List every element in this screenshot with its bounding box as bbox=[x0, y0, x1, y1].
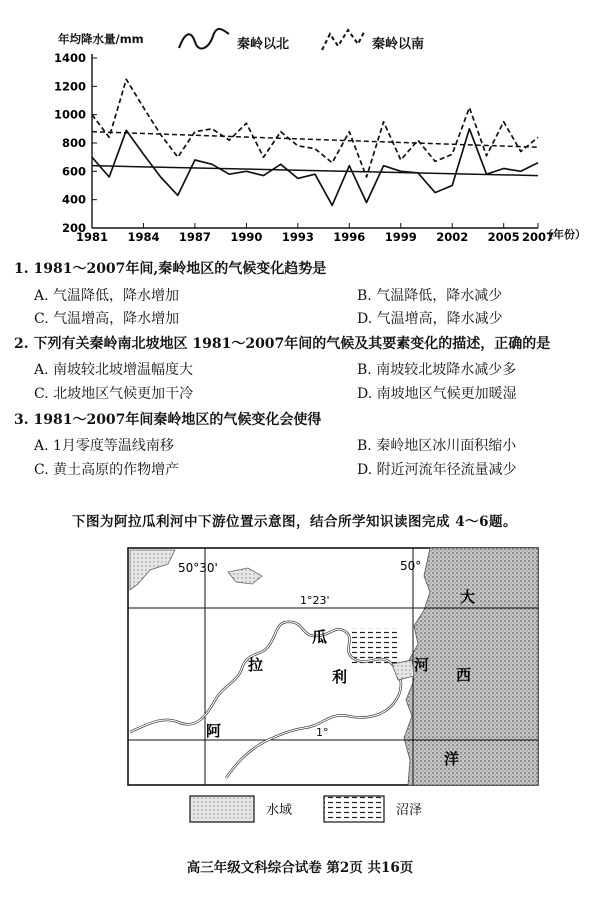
lat-label-bottom: 1° bbox=[316, 726, 329, 739]
question-3-stem: 3. 1981～2007年间秦岭地区的气候变化会使得 bbox=[14, 412, 322, 428]
page-footer: 高三年级文科综合试卷 第2页 共16页 bbox=[186, 860, 414, 876]
x-tick-label: 2005 bbox=[487, 230, 520, 244]
x-tick-label: 1987 bbox=[178, 230, 211, 244]
question-3-option-a: A. 1月零度等温线南移 bbox=[34, 438, 174, 454]
question-1-option-d: D. 气温增高，降水减少 bbox=[357, 311, 503, 327]
river-char-gua: 瓜 bbox=[312, 628, 328, 646]
question-2-option-b: B. 南坡较北坡降水减少多 bbox=[357, 362, 517, 378]
question-2-option-d: D. 南坡地区气候更加暖湿 bbox=[357, 386, 517, 402]
y-tick-label: 200 bbox=[61, 221, 86, 235]
question-2-option-c: C. 北坡地区气候更加干冷 bbox=[34, 386, 194, 402]
question-1-option-a: A. 气温降低，降水增加 bbox=[34, 288, 180, 304]
legend-south-label: 秦岭以南 bbox=[372, 37, 425, 52]
x-tick-label: 1993 bbox=[281, 230, 314, 244]
lon-label-left: 50°30' bbox=[178, 561, 218, 575]
x-tick-label: 1996 bbox=[333, 230, 366, 244]
x-tick-label: 2007 bbox=[521, 230, 555, 244]
river-char-he: 河 bbox=[414, 656, 430, 674]
legend-marsh-swatch bbox=[324, 796, 384, 822]
x-tick-label: 1981 bbox=[75, 230, 109, 244]
question-3-option-d: D. 附近河流年径流量减少 bbox=[357, 462, 517, 478]
river-char-a: 阿 bbox=[206, 722, 222, 740]
chart-xlabel: （年份） bbox=[542, 228, 586, 241]
y-tick-label: 1400 bbox=[53, 51, 86, 65]
question-3-option-c: C. 黄土高原的作物增产 bbox=[34, 462, 180, 478]
x-tick-label: 1984 bbox=[127, 230, 160, 244]
question-3-option-b: B. 秦岭地区冰川面积缩小 bbox=[357, 438, 517, 454]
legend-solid-swatch bbox=[175, 28, 235, 54]
legend-north-label: 秦岭以北 bbox=[237, 37, 290, 52]
y-tick-label: 1000 bbox=[53, 107, 86, 122]
y-tick-label: 400 bbox=[61, 192, 86, 207]
question-2-option-a: A. 南坡较北坡增温幅度大 bbox=[34, 362, 194, 378]
x-tick-label: 1990 bbox=[230, 230, 263, 244]
river-char-la: 拉 bbox=[248, 656, 264, 674]
series-south-line bbox=[92, 79, 538, 177]
map-intro-text: 下图为阿拉瓜利河中下游位置示意图，结合所学知识读图完成 4～6题。 bbox=[72, 514, 517, 530]
river-char-li: 利 bbox=[332, 668, 348, 686]
y-tick-label: 600 bbox=[61, 164, 86, 179]
x-tick-label: 2002 bbox=[436, 230, 469, 244]
legend-water-label: 水域 bbox=[266, 803, 293, 818]
lon-label-right: 50° bbox=[400, 559, 422, 573]
question-1-option-b: B. 气温降低，降水减少 bbox=[357, 288, 503, 304]
question-1-stem: 1. 1981～2007年间,秦岭地区的气候变化趋势是 bbox=[14, 261, 327, 277]
legend-marsh-label: 沼泽 bbox=[396, 803, 423, 818]
ocean-char-xi: 西 bbox=[456, 666, 472, 684]
chart-ylabel: 年均降水量/mm bbox=[58, 32, 144, 46]
question-2-stem: 2. 下列有关秦岭南北坡地区 1981～2007年间的气候及其要素变化的描述，正确的是 bbox=[14, 336, 551, 352]
question-1-option-c: C. 气温增高，降水增加 bbox=[34, 311, 180, 327]
araguari-river-map bbox=[0, 540, 600, 840]
legend-water-swatch bbox=[190, 796, 254, 822]
lat-label-top: 1°23' bbox=[300, 594, 330, 607]
legend-dashed-swatch bbox=[318, 26, 368, 54]
ocean-char-yang: 洋 bbox=[444, 750, 460, 768]
y-tick-label: 800 bbox=[61, 136, 86, 150]
x-tick-label: 1999 bbox=[384, 230, 417, 244]
y-tick-label: 1200 bbox=[53, 79, 86, 94]
ocean-char-da: 大 bbox=[460, 588, 476, 606]
